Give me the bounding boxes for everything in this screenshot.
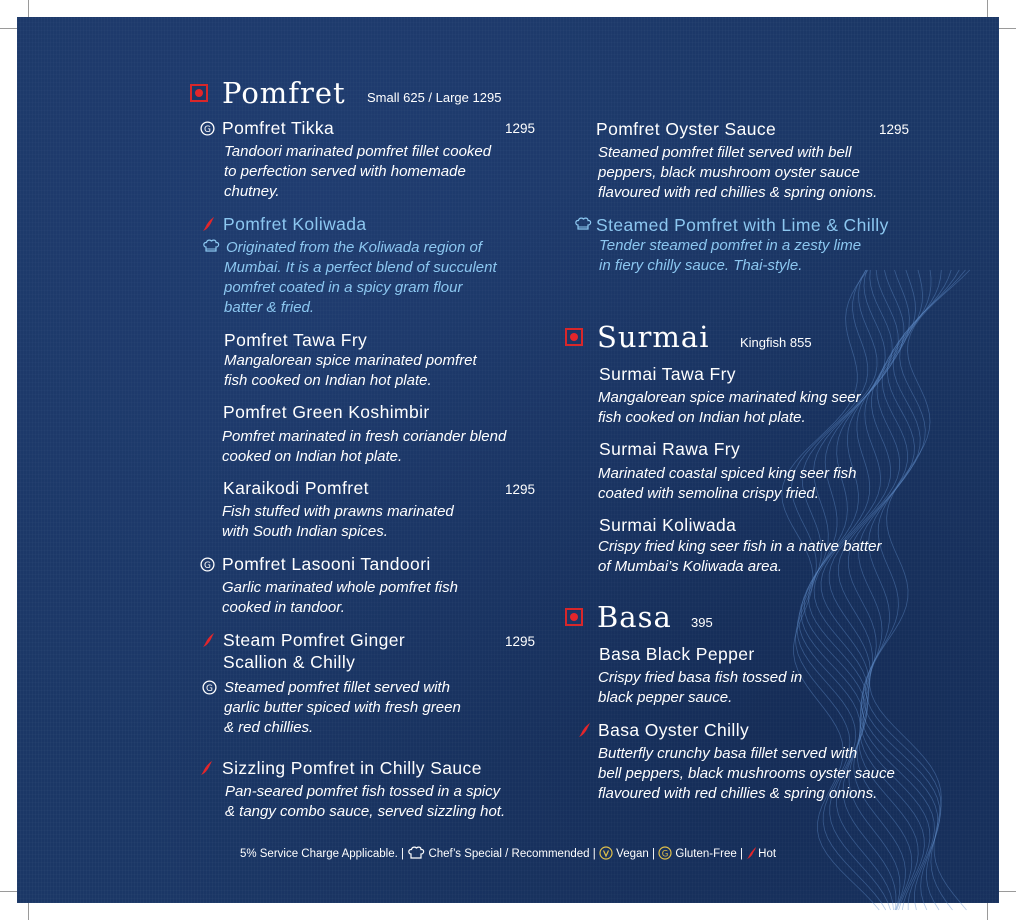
item-name: Pomfret Oyster Sauce (596, 119, 777, 139)
legend-hot: Hot (758, 848, 777, 860)
chef-hat-icon (407, 846, 425, 860)
wave-line (848, 270, 941, 910)
chef-hat-icon (574, 217, 592, 232)
item-description: Tandoori marinated pomfret fillet cooked to perfection served with homemade chutney. (224, 143, 492, 200)
item-price: 1295 (505, 634, 536, 649)
item-description: Pan-seared pomfret fish tossed in a spicy & tangy combo sauce, served sizzling hot. (225, 783, 506, 820)
vegan-icon (599, 846, 613, 860)
item-name: Steam Pomfret Ginger Scallion & Chilly (223, 630, 406, 672)
section-marker-icon (565, 608, 583, 626)
wave-line (801, 270, 896, 910)
item-description: Butterfly crunchy basa fillet served with bell peppers, black mushrooms oyster sauce flavoured with red chillies & spring onions. (598, 745, 895, 802)
legend-vegan: Vegan (616, 848, 649, 860)
item-name: Pomfret Green Koshimbir (223, 402, 430, 422)
item-name: Steamed Pomfret with Lime & Chilly (596, 215, 889, 235)
wave-line (782, 270, 879, 910)
item-description: Crispy fried king seer fish in a native batter of Mumbai’s Koliwada area. (598, 538, 882, 575)
item-description: Garlic marinated whole pomfret fish cooked in tandoor. (222, 579, 458, 616)
chilli-icon (200, 760, 214, 776)
item-name: Surmai Koliwada (599, 515, 737, 535)
item-price: 1295 (505, 482, 536, 497)
section-marker-icon (190, 84, 208, 102)
section-title-basa: Basa (597, 600, 672, 634)
chilli-icon (746, 846, 758, 860)
separator: | (651, 848, 655, 860)
section-title-pomfret: Pomfret (222, 76, 346, 110)
chilli-icon (578, 722, 592, 738)
item-description: Fish stuffed with prawns marinated with South Indian spices. (222, 503, 454, 540)
gluten-free-icon (202, 680, 217, 695)
item-name: Pomfret Tikka (222, 118, 335, 138)
service-charge-note: 5% Service Charge Applicable. (239, 848, 398, 860)
wave-line (866, 270, 966, 910)
chilli-icon (202, 632, 216, 648)
item-name: Surmai Rawa Fry (599, 439, 741, 459)
item-name: Pomfret Koliwada (223, 214, 367, 234)
gluten-free-icon (200, 121, 215, 136)
item-description: Tender steamed pomfret in a zesty lime in fiery chilly sauce. Thai-style. (599, 237, 862, 274)
item-name: Surmai Tawa Fry (599, 364, 736, 384)
wave-line (799, 270, 894, 910)
item-name: Sizzling Pomfret in Chilly Sauce (222, 758, 482, 778)
section-title-surmai: Surmai (597, 320, 710, 354)
item-name: Basa Black Pepper (599, 644, 755, 664)
section-subtitle-pomfret: Small 625 / Large 1295 (367, 90, 502, 105)
item-description: Pomfret marinated in fresh coriander blend cooked on Indian hot plate. (222, 428, 507, 465)
footer-legend (0, 846, 1016, 860)
gluten-free-icon (658, 846, 672, 860)
separator: | (401, 848, 405, 860)
chilli-icon (202, 216, 216, 232)
item-name: Karaikodi Pomfret (223, 478, 369, 498)
item-description: Mangalorean spice marinated pomfret fish cooked on Indian hot plate. (224, 352, 477, 389)
item-description: Steamed pomfret fillet served with bell peppers, black mushroom oyster sauce flavoured with red chillies & spring onions. (598, 144, 878, 201)
gluten-free-icon (200, 557, 215, 572)
item-name: Pomfret Lasooni Tandoori (222, 554, 431, 574)
chef-hat-icon (202, 239, 220, 254)
item-name: Basa Oyster Chilly (598, 720, 750, 740)
item-name: Pomfret Tawa Fry (224, 330, 368, 350)
item-description: Mangalorean spice marinated king seer fish cooked on Indian hot plate. (598, 389, 861, 426)
wave-line (804, 270, 900, 910)
item-price: 1295 (879, 122, 910, 137)
section-subtitle-basa: 395 (691, 615, 713, 630)
legend-gluten-free: Gluten-Free (675, 848, 737, 860)
svg-text:G: G (204, 561, 211, 571)
legend-chefs-special: Chef’s Special / Recommended (428, 848, 590, 860)
separator: | (592, 848, 596, 860)
svg-text:G: G (661, 849, 669, 860)
separator: | (739, 848, 743, 860)
svg-text:G: G (206, 684, 213, 694)
section-subtitle-surmai: Kingfish 855 (740, 335, 812, 350)
item-description: Crispy fried basa fish tossed in black pepper sauce. (598, 669, 803, 706)
item-description: Originated from the Koliwada region of Mumbai. It is a perfect blend of succulent pomfret coated in a spicy gram flour batter & fried. (224, 239, 497, 316)
item-description: Steamed pomfret fillet served with garlic butter spiced with fresh green & red chillies. (224, 679, 461, 736)
wave-line (859, 270, 952, 910)
wave-line (814, 270, 912, 910)
svg-text:G: G (204, 125, 211, 135)
item-price: 1295 (505, 121, 536, 136)
section-marker-icon (565, 328, 583, 346)
item-description: Marinated coastal spiced king seer fish coated with semolina crispy fried. (598, 465, 857, 502)
